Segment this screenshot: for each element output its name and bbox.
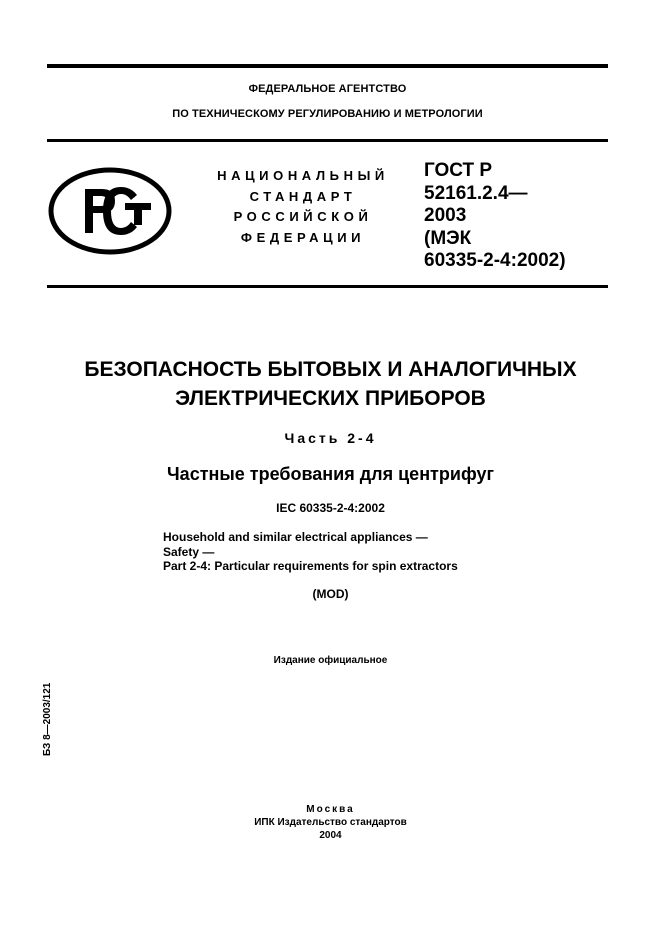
national-standard-label: [210, 166, 396, 248]
section-rule: [47, 285, 608, 288]
national-standard-line: НАЦИОНАЛЬНЫЙ: [217, 168, 389, 183]
agency-name-line-2: ПО ТЕХНИЧЕСКОМУ РЕГУЛИРОВАНИЮ И МЕТРОЛОГИИ: [172, 108, 483, 120]
designation-line: 52161.2.4—: [424, 182, 528, 204]
footer-publisher: ИПК Издательство стандартов: [254, 817, 407, 828]
english-title-line-3: Part 2-4: Particular requirements for spin extractors: [163, 559, 458, 573]
side-code: БЗ 8—2003/121: [42, 682, 53, 756]
national-standard-line: СТАНДАРТ: [249, 188, 357, 204]
top-rule: [47, 64, 608, 68]
designation-line: 60335-2-4:2002): [424, 250, 566, 271]
national-standard-line: ФЕДЕРАЦИИ: [240, 229, 366, 245]
title-line-2: ЭЛЕКТРИЧЕСКИХ ПРИБОРОВ: [175, 387, 486, 410]
designation-line: 2003: [424, 205, 467, 226]
standard-designation: [424, 160, 566, 273]
document-subtitle: Частные требования для центрифуг: [167, 464, 494, 484]
part-number: Часть 2-4: [284, 430, 377, 446]
title-line-1: БЕЗОПАСНОСТЬ БЫТОВЫХ И АНАЛОГИЧНЫХ: [84, 358, 577, 381]
document-title: [0, 355, 661, 413]
national-standard-line: РОССИЙСКОЙ: [233, 209, 373, 224]
designation-line: (МЭК: [424, 227, 472, 249]
english-title-line-2: Safety —: [163, 545, 215, 559]
gost-r-logo-icon: [47, 167, 173, 255]
designation-line: ГОСТ Р: [424, 160, 493, 181]
modification-mark: (MOD): [312, 587, 349, 601]
agency-name-line-1: ФЕДЕРАЛЬНОЕ АГЕНТСТВО: [248, 83, 407, 95]
header-rule: [47, 139, 608, 142]
footer-year: 2004: [319, 830, 342, 841]
english-title-line-1: Household and similar electrical appliances —: [163, 530, 428, 544]
footer-city: Москва: [306, 804, 355, 815]
edition-label: Издание официальное: [273, 655, 388, 666]
iec-reference: IEC 60335-2-4:2002: [276, 501, 385, 515]
